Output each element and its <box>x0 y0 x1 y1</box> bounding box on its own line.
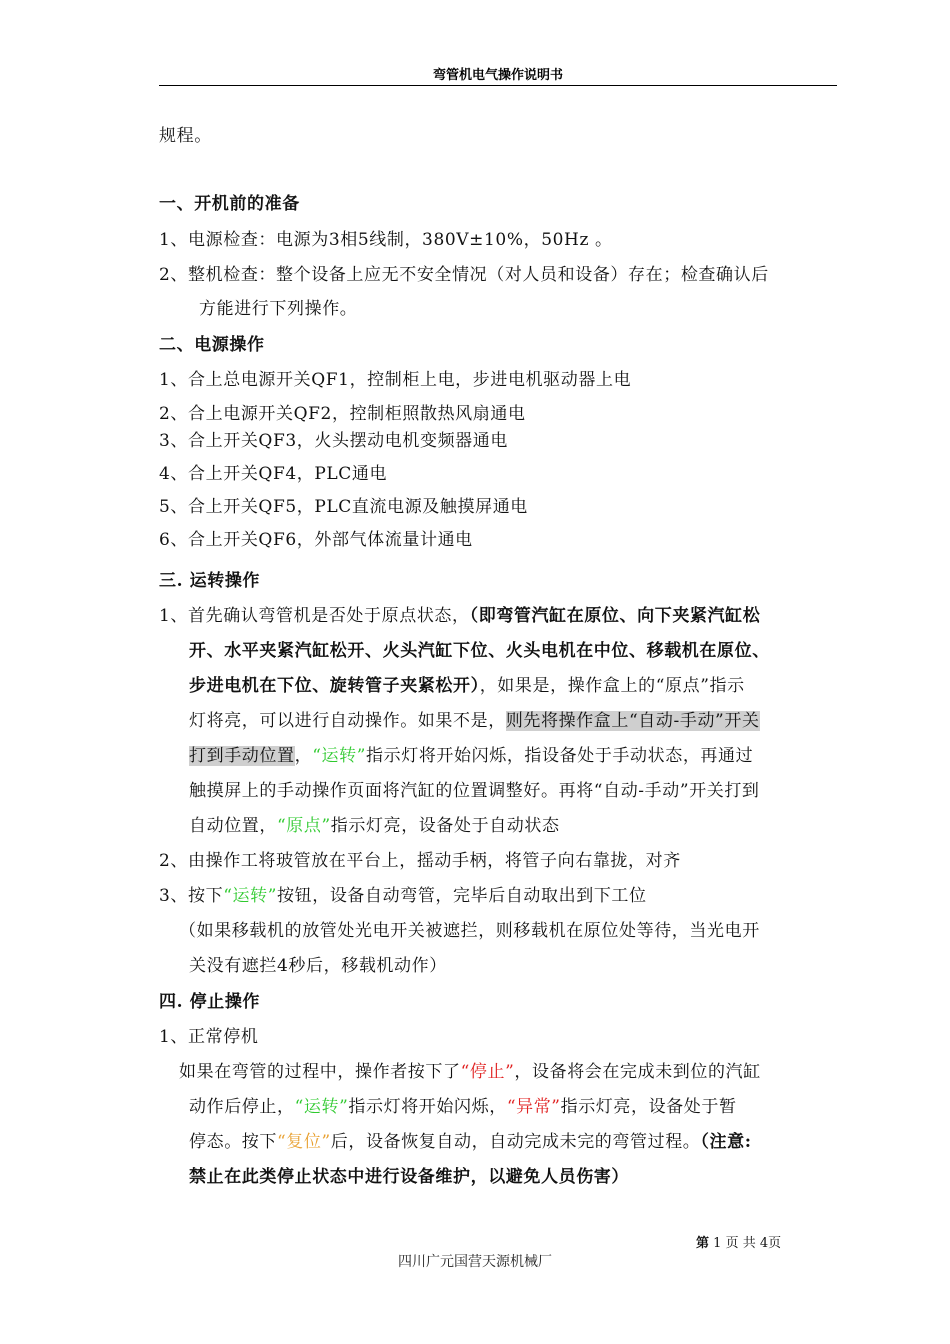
text-run: 灯将亮，可以进行自动操作。如果不是， <box>189 711 506 731</box>
text-run: 自动位置， <box>189 816 277 836</box>
text-run: ，设备将会在完成未到位的汽缸 <box>514 1062 761 1082</box>
text-line: 2、由操作工将玻管放在平台上，摇动手柄，将管子向右靠拢，对齐 <box>159 851 681 871</box>
text-run-bold: （注意: <box>700 1132 752 1152</box>
page-number <box>696 1232 781 1251</box>
text-run: ，如果是，操作盒上的“原点”指示 <box>479 676 745 696</box>
highlighted-text: 打到手动位置 <box>189 746 295 766</box>
text-line <box>159 604 760 628</box>
text-line: 禁止在此类停止状态中进行设备维护，以避免人员伤害） <box>189 1167 629 1187</box>
page-prefix: 第 <box>696 1236 710 1251</box>
highlighted-text: 则先将操作盒上“自动-手动”开关 <box>505 711 760 731</box>
text-line: 方能进行下列操作。 <box>199 299 358 319</box>
text-run: 动作后停止， <box>189 1097 295 1117</box>
text-line <box>189 709 760 733</box>
indicator-run-label: “运转” <box>312 746 367 766</box>
section-heading-1: 一、开机前的准备 <box>159 194 300 214</box>
text-run: 1、首先确认弯管机是否处于原点状态， <box>159 606 470 626</box>
text-run: 后，设备恢复自动，自动完成未完的弯管过程。 <box>330 1132 701 1152</box>
page-mid: 页 共 <box>725 1236 756 1251</box>
text-line: （如果移载机的放管处光电开关被遮拦，则移载机在原位处等待，当光电开 <box>179 921 760 941</box>
text-line: 1、电源检查：电源为3相5线制，380V±10%，50Hz 。 <box>159 230 613 250</box>
stop-button-label: “停止” <box>460 1062 515 1082</box>
text-run: 指示灯亮，设备处于自动状态 <box>330 816 560 836</box>
indicator-fault-label: “异常” <box>506 1097 561 1117</box>
section-heading-4: 四. 停止操作 <box>159 992 261 1012</box>
reset-button-label: “复位” <box>277 1132 331 1152</box>
text-line <box>189 1095 737 1119</box>
text-line: 1、正常停机 <box>159 1027 259 1047</box>
text-line: 1、合上总电源开关QF1，控制柜上电，步进电机驱动器上电 <box>159 370 632 390</box>
text-line: 关没有遮拦4秒后，移载机动作） <box>189 956 447 976</box>
text-line <box>179 1060 761 1084</box>
footer-company: 四川广元国营天源机械厂 <box>398 1254 552 1270</box>
text-line <box>189 1130 752 1154</box>
text-line: 3、合上开关QF3，火头摆动电机变频器通电 <box>159 431 508 451</box>
text-run: 指示灯亮，设备处于暂 <box>560 1097 737 1117</box>
text-line <box>189 674 745 698</box>
section-heading-3: 三. 运转操作 <box>159 571 261 591</box>
text-line <box>159 884 647 908</box>
page-header-title: 弯管机电气操作说明书 <box>432 68 563 83</box>
indicator-origin-label: “原点” <box>277 816 331 836</box>
text-line: 2、合上电源开关QF2，控制柜照散热风扇通电 <box>159 404 526 424</box>
section-heading-2: 二、电源操作 <box>159 335 265 355</box>
text-run: 停态。按下 <box>189 1132 277 1152</box>
text-line: 触摸屏上的手动操作页面将汽缸的位置调整好。再将“自动-手动”开关打到 <box>189 781 760 801</box>
text-run: 3、按下 <box>159 886 224 906</box>
text-line: 6、合上开关QF6，外部气体流量计通电 <box>159 530 473 550</box>
text-line: 5、合上开关QF5，PLC直流电源及触摸屏通电 <box>159 497 528 517</box>
text-line <box>189 744 753 768</box>
text-run: 按钮，设备自动弯管，完毕后自动取出到下工位 <box>277 886 647 906</box>
text-run: 如果在弯管的过程中，操作者按下了 <box>179 1062 461 1082</box>
run-button-label: “运转” <box>223 886 278 906</box>
text-line: 4、合上开关QF4，PLC通电 <box>159 464 388 484</box>
page-current: 1 <box>713 1236 722 1251</box>
text-run-bold: （即弯管汽缸在原位、向下夹紧汽缸松 <box>469 606 761 626</box>
text-run: 指示灯将开始闪烁， <box>348 1097 507 1117</box>
text-run-bold: 步进电机在下位、旋转管子夹紧松开） <box>189 676 480 696</box>
text-line: 规程。 <box>159 126 212 146</box>
header-rule <box>159 85 837 86</box>
text-run: 指示灯将开始闪烁，指设备处于手动状态，再通过 <box>366 746 754 766</box>
text-line <box>189 814 560 838</box>
text-line: 开、水平夹紧汽缸松开、火头汽缸下位、火头电机在中位、移载机在原位、 <box>189 641 770 661</box>
indicator-run-label: “运转” <box>294 1097 349 1117</box>
page-total: 4页 <box>759 1236 782 1251</box>
text-line: 2、整机检查：整个设备上应无不安全情况（对人员和设备）存在；检查确认后 <box>159 265 769 285</box>
text-run: ， <box>294 746 313 766</box>
